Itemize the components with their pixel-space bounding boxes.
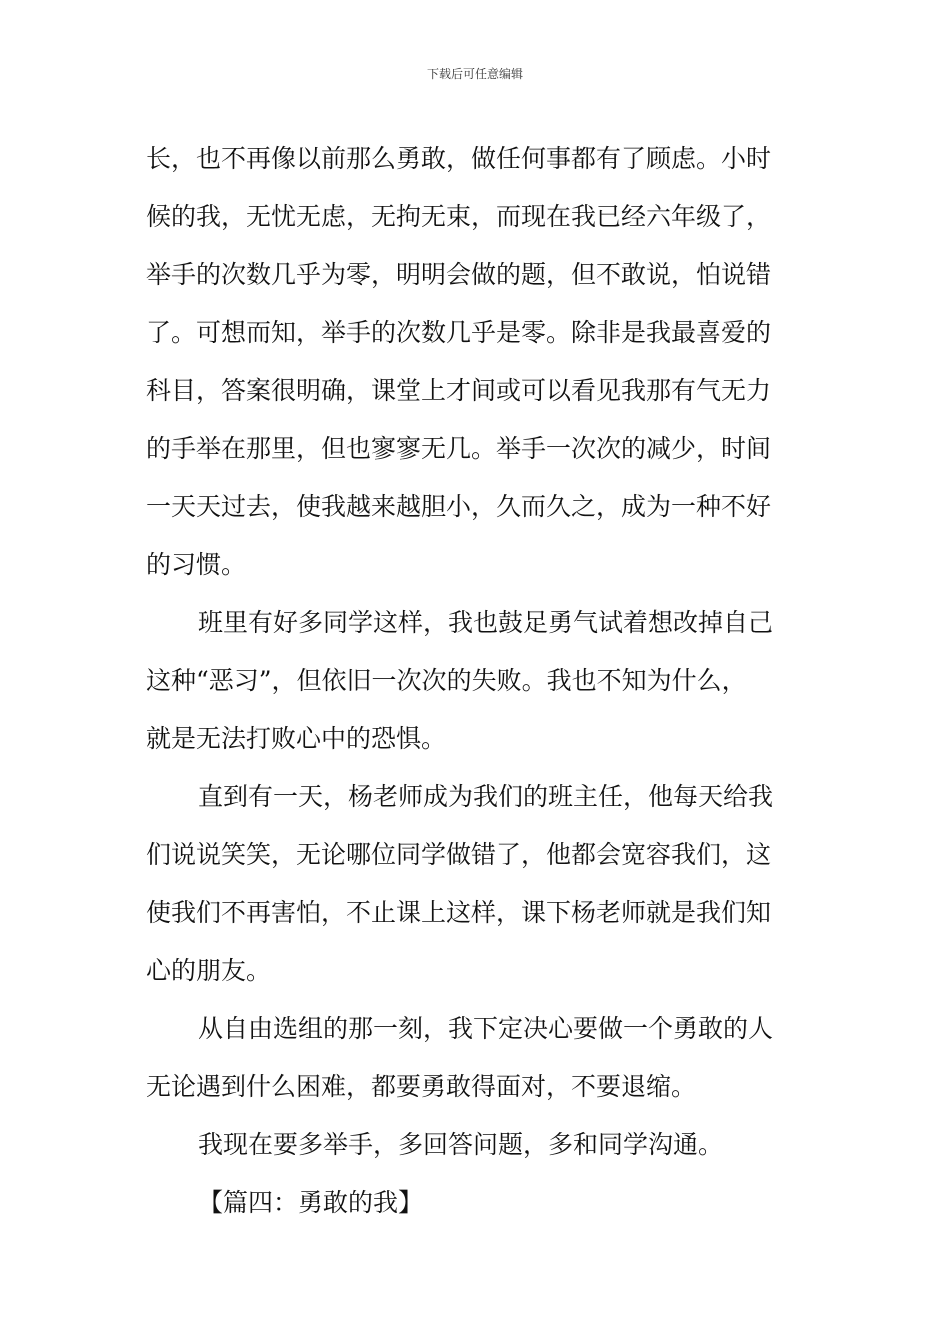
document-body bbox=[146, 130, 810, 1232]
page-header: 下载后可任意编辑 bbox=[426, 67, 523, 81]
paragraph-start-line: 我现在要多举手，多回答问题，多和同学沟通。 bbox=[198, 1130, 724, 1159]
text-line: 就是无法打败心中的恐惧。 bbox=[146, 724, 447, 753]
paragraph-start-line: 从自由选组的那一刻，我下定决心要做一个勇敢的人 bbox=[198, 1014, 774, 1043]
text-line: 心的朋友。 bbox=[146, 956, 272, 985]
text-line: 的手举在那里，但也寥寥无几。举手一次次的减少，时间 bbox=[146, 434, 772, 463]
text-line: 这种“恶习”，但依旧一次次的失败。我也不知为什么， bbox=[146, 666, 747, 695]
paragraph-start-line: 直到有一天，杨老师成为我们的班主任，他每天给我 bbox=[198, 782, 774, 811]
text-line: 长，也不再像以前那么勇敢，做任何事都有了顾虑。小时 bbox=[146, 144, 772, 173]
text-line: 一天天过去，使我越来越胆小，久而久之，成为一种不好 bbox=[146, 492, 772, 521]
text-line: 们说说笑笑，无论哪位同学做错了，他都会宽容我们，这 bbox=[146, 840, 772, 869]
text-line: 候的我，无忧无虑，无拘无束，而现在我已经六年级了， bbox=[146, 202, 772, 231]
text-line: 了。可想而知，举手的次数几乎是零。除非是我最喜爱的 bbox=[146, 318, 772, 347]
section-heading: 【篇四：勇敢的我】 bbox=[198, 1188, 424, 1217]
text-line: 的习惯。 bbox=[146, 550, 247, 579]
text-line: 使我们不再害怕，不止课上这样，课下杨老师就是我们知 bbox=[146, 898, 772, 927]
text-line: 科目，答案很明确，课堂上才间或可以看见我那有气无力 bbox=[146, 376, 772, 405]
text-line: 举手的次数几乎为零，明明会做的题，但不敢说，怕说错 bbox=[146, 260, 772, 289]
text-line: 无论遇到什么困难，都要勇敢得面对，不要退缩。 bbox=[146, 1072, 697, 1101]
paragraph-start-line: 班里有好多同学这样，我也鼓足勇气试着想改掉自己 bbox=[198, 608, 774, 637]
